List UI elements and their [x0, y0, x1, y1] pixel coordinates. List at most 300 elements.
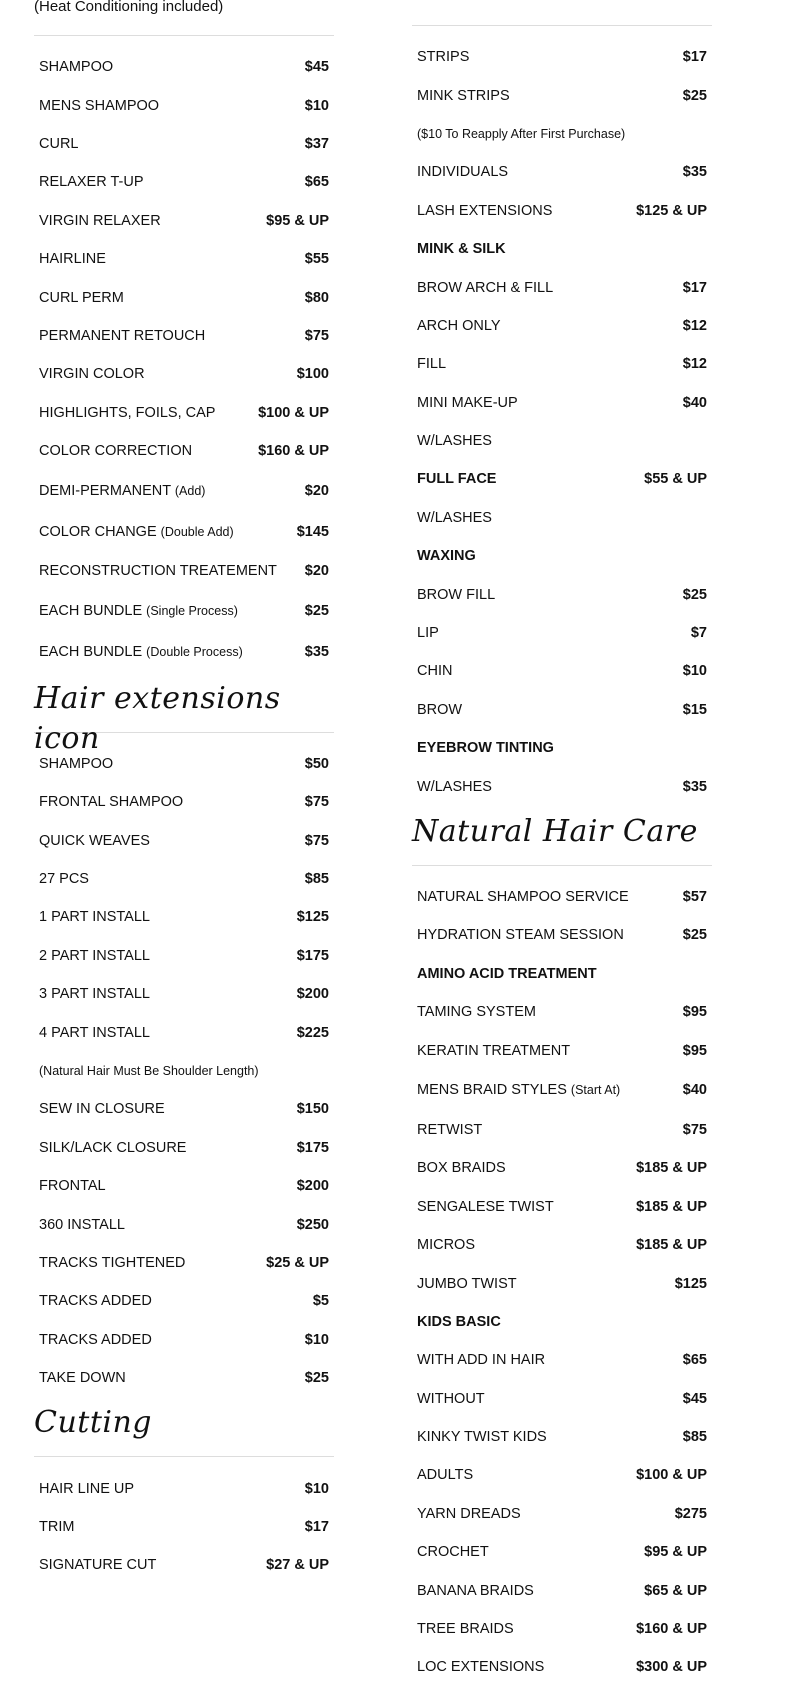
service-price: $160 & UP: [258, 443, 329, 460]
service-name: TAKE DOWN: [39, 1370, 126, 1387]
service-label: [39, 1370, 126, 1386]
service-price: $27 & UP: [266, 1557, 329, 1574]
service-label: [39, 136, 78, 152]
service-name: TRIM: [39, 1518, 75, 1535]
price-row: [412, 1495, 712, 1533]
price-row: [412, 1610, 712, 1648]
service-name: (Natural Hair Must Be Shoulder Length): [39, 1064, 259, 1078]
service-label: [39, 1140, 186, 1156]
price-row: [34, 1052, 334, 1090]
service-price: $37: [304, 135, 329, 152]
service-name: DEMI-PERMANENT: [39, 482, 171, 499]
service-price: $65 & UP: [644, 1582, 707, 1599]
service-price: $35: [682, 164, 707, 181]
service-price: $100 & UP: [636, 1467, 707, 1484]
service-price: $85: [682, 1429, 707, 1446]
service-label: [417, 318, 501, 334]
service-price: $185 & UP: [636, 1237, 707, 1254]
price-row: [34, 591, 334, 632]
price-row: [412, 652, 712, 690]
service-label: [39, 986, 150, 1002]
service-name: FULL FACE: [417, 471, 497, 488]
service-name: MENS BRAID STYLES: [417, 1082, 567, 1099]
price-row: [412, 230, 712, 268]
service-name: 1 PART INSTALL: [39, 909, 150, 926]
service-name: 2 PART INSTALL: [39, 947, 150, 964]
service-label: [417, 280, 553, 296]
service-name: CROCHET: [417, 1544, 489, 1561]
service-label: [417, 510, 492, 526]
service-name: WAXING: [417, 548, 476, 565]
service-price: $57: [682, 889, 707, 905]
service-price: $125 & UP: [636, 202, 707, 219]
service-name: WITHOUT: [417, 1390, 485, 1407]
service-label: [39, 871, 89, 887]
service-price: $20: [304, 563, 329, 580]
service-price: $17: [682, 279, 707, 296]
service-name: SHAMPOO: [39, 59, 114, 76]
service-name: 4 PART INSTALL: [39, 1024, 150, 1041]
service-name: CHIN: [417, 663, 453, 680]
service-label: [417, 1506, 521, 1522]
service-name: 360 INSTALL: [39, 1216, 125, 1233]
price-row: [412, 1341, 712, 1379]
divider: [412, 865, 712, 866]
service-label: [417, 548, 476, 564]
price-row: [34, 278, 334, 316]
beauty-services-list: [412, 38, 712, 806]
divider: [412, 25, 712, 26]
price-row: [412, 1648, 712, 1686]
service-price: $10: [682, 663, 707, 680]
price-row: [412, 307, 712, 345]
service-price: $12: [682, 356, 707, 373]
service-label: [417, 126, 625, 142]
price-row: [412, 460, 712, 498]
price-row: [34, 470, 334, 511]
service-label: [39, 756, 113, 772]
service-label: [417, 203, 552, 219]
service-name: SEW IN CLOSURE: [39, 1101, 165, 1118]
service-price: $100 & UP: [258, 404, 329, 421]
service-name: SILK/LACK CLOSURE: [39, 1139, 187, 1156]
service-label: [417, 1082, 620, 1098]
service-name: LASH EXTENSIONS: [417, 202, 553, 219]
service-note: (Double Add): [160, 524, 234, 539]
service-label: [39, 251, 106, 267]
service-price: $160 & UP: [636, 1621, 707, 1638]
service-price: $50: [304, 755, 329, 772]
price-row: [412, 384, 712, 422]
price-row: [34, 1013, 334, 1051]
service-price: $175: [296, 1139, 329, 1156]
service-name: 3 PART INSTALL: [39, 986, 150, 1003]
price-row: [34, 1167, 334, 1205]
price-row: [412, 38, 712, 76]
price-row: [412, 729, 712, 767]
price-row: [34, 394, 334, 432]
service-price: $125: [296, 909, 329, 926]
service-name: TAMING SYSTEM: [417, 1004, 536, 1021]
price-row: [412, 878, 712, 916]
service-price: $12: [682, 317, 707, 334]
service-name: SHAMPOO: [39, 755, 114, 772]
service-price: $20: [304, 482, 329, 499]
price-row: [34, 1469, 334, 1507]
service-name: TRACKS ADDED: [39, 1293, 152, 1310]
service-label: [417, 241, 506, 257]
service-label: [417, 1199, 554, 1215]
service-name: INDIVIDUALS: [417, 164, 509, 181]
service-label: [39, 483, 205, 499]
service-label: [39, 1178, 106, 1194]
service-label: [417, 663, 452, 679]
price-row: [34, 1508, 334, 1546]
service-price: $85: [304, 871, 329, 888]
service-note: (Single Process): [146, 604, 238, 619]
service-name: FRONTAL: [39, 1178, 106, 1195]
service-price: $45: [304, 59, 329, 76]
service-name: AMINO ACID TREATMENT: [417, 965, 597, 982]
service-name: MICROS: [417, 1237, 475, 1254]
service-label: [417, 1659, 544, 1675]
service-name: JUMBO TWIST: [417, 1275, 517, 1292]
divider: [34, 35, 334, 36]
service-name: HAIRLINE: [39, 251, 106, 268]
service-label: [39, 1025, 150, 1041]
service-label: [417, 966, 597, 982]
service-label: [39, 644, 243, 660]
service-name: 27 PCS: [39, 871, 89, 888]
service-label: [39, 366, 145, 382]
service-name: RECONSTRUCTION TREATEMENT: [39, 563, 277, 580]
service-label: [417, 433, 492, 449]
service-label: [39, 524, 234, 540]
service-name: VIRGIN RELAXER: [39, 212, 161, 229]
service-name: LOC EXTENSIONS: [417, 1659, 545, 1676]
service-label: [417, 927, 624, 943]
service-label: [39, 1481, 134, 1497]
service-name: COLOR CHANGE: [39, 523, 157, 540]
natural-hair-care-title: Natural Hair Care: [412, 813, 698, 849]
price-row: [34, 937, 334, 975]
service-label: [39, 833, 150, 849]
service-price: $10: [304, 1331, 329, 1348]
price-row: [412, 192, 712, 230]
service-name: W/LASHES: [417, 778, 492, 795]
service-name: BANANA BRAIDS: [417, 1582, 534, 1599]
service-price: $7: [690, 625, 707, 642]
hair-services-list: [34, 48, 334, 673]
service-name: KINKY TWIST KIDS: [417, 1429, 547, 1446]
service-price: $17: [304, 1518, 329, 1535]
price-row: [34, 860, 334, 898]
service-price: $55 & UP: [644, 471, 707, 488]
service-name: BROW FILL: [417, 586, 496, 603]
cutting-title: Cutting: [34, 1405, 153, 1441]
price-row: [412, 1111, 712, 1149]
service-label: [417, 779, 492, 795]
service-label: [39, 1293, 152, 1309]
service-name: TRACKS TIGHTENED: [39, 1254, 186, 1271]
price-row: [34, 1090, 334, 1128]
price-row: [412, 1264, 712, 1302]
price-row: [34, 1244, 334, 1282]
service-price: $75: [304, 794, 329, 811]
natural-hair-care-list: [412, 878, 712, 1687]
service-label: [417, 1276, 517, 1292]
service-name: MINK STRIPS: [417, 87, 510, 104]
service-price: $55: [304, 251, 329, 268]
service-name: TRACKS ADDED: [39, 1331, 152, 1348]
service-price: $250: [296, 1216, 329, 1233]
service-label: [417, 587, 495, 603]
service-price: $80: [304, 289, 329, 306]
service-name: STRIPS: [417, 49, 470, 66]
service-label: [39, 290, 124, 306]
price-row: [34, 1321, 334, 1359]
service-label: [39, 328, 205, 344]
service-label: [417, 49, 469, 65]
service-label: [39, 1255, 185, 1271]
price-row: [34, 432, 334, 470]
service-name: BROW: [417, 701, 463, 718]
price-row: [34, 898, 334, 936]
service-price: $40: [682, 1082, 707, 1099]
service-price: $75: [304, 832, 329, 849]
service-price: $35: [304, 644, 329, 661]
service-price: $45: [682, 1390, 707, 1407]
price-row: [34, 821, 334, 859]
service-price: $185 & UP: [636, 1160, 707, 1177]
service-label: [39, 794, 183, 810]
hair-extensions-title: Hair extensions icon: [34, 680, 281, 756]
left-column: [34, 0, 334, 1585]
price-row: [34, 632, 334, 673]
service-name: EYEBROW TINTING: [417, 740, 554, 757]
service-name: ADULTS: [417, 1467, 474, 1484]
service-name: RELAXER T-UP: [39, 174, 144, 191]
price-row: [412, 1571, 712, 1609]
price-row: [34, 1359, 334, 1397]
service-price: $300 & UP: [636, 1659, 707, 1676]
price-row: [34, 48, 334, 86]
service-name: YARN DREADS: [417, 1505, 521, 1522]
service-label: [417, 1314, 501, 1330]
price-row: [34, 163, 334, 201]
price-row: [34, 125, 334, 163]
price-row: [412, 422, 712, 460]
service-name: W/LASHES: [417, 433, 492, 450]
service-label: [417, 740, 554, 756]
price-row: [34, 783, 334, 821]
hair-services-subtitle: (Heat Conditioning included): [34, 0, 224, 15]
service-label: [39, 443, 192, 459]
service-label: [417, 1429, 547, 1445]
price-row: [34, 202, 334, 240]
price-row: [412, 691, 712, 729]
service-name: KIDS BASIC: [417, 1313, 501, 1330]
service-name: HAIR LINE UP: [39, 1480, 135, 1497]
service-label: [39, 563, 277, 579]
service-price: $75: [682, 1121, 707, 1138]
service-price: $100: [296, 366, 329, 383]
hair-extensions-list: [34, 745, 334, 1398]
service-name: EACH BUNDLE: [39, 644, 143, 661]
service-price: $200: [296, 986, 329, 1003]
price-row: [412, 1533, 712, 1571]
price-row: [34, 355, 334, 393]
service-label: [39, 603, 238, 619]
price-row: [412, 1226, 712, 1264]
price-row: [34, 975, 334, 1013]
service-price: $95 & UP: [266, 212, 329, 229]
service-label: [39, 1217, 125, 1233]
service-price: $25: [682, 586, 707, 603]
service-label: [417, 1237, 475, 1253]
service-label: [39, 98, 159, 114]
service-name: PERMANENT RETOUCH: [39, 327, 206, 344]
price-row: [34, 1205, 334, 1243]
service-name: MENS SHAMPOO: [39, 97, 160, 114]
price-row: [412, 767, 712, 805]
service-label: [39, 909, 150, 925]
service-label: [39, 1557, 156, 1573]
service-price: $95 & UP: [644, 1544, 707, 1561]
service-price: $25: [682, 927, 707, 944]
service-name: FRONTAL SHAMPOO: [39, 794, 184, 811]
service-name: COLOR CORRECTION: [39, 443, 193, 460]
service-price: $150: [296, 1101, 329, 1118]
service-label: [417, 1583, 534, 1599]
price-row: [412, 614, 712, 652]
service-price: $17: [682, 49, 707, 66]
service-label: [417, 1043, 570, 1059]
service-label: [417, 625, 439, 641]
service-label: [39, 213, 161, 229]
service-label: [417, 1544, 489, 1560]
service-price: $25: [304, 1370, 329, 1387]
service-label: [39, 1332, 152, 1348]
price-row: [412, 1070, 712, 1111]
price-row: [412, 1031, 712, 1069]
service-price: $5: [312, 1293, 329, 1310]
price-row: [34, 1129, 334, 1167]
right-column: [412, 0, 712, 1687]
service-note: (Add): [174, 483, 206, 498]
service-label: [39, 405, 215, 421]
service-price: $145: [296, 523, 329, 540]
cutting-list: [34, 1469, 334, 1584]
service-price: $25 & UP: [266, 1254, 329, 1271]
price-row: [34, 511, 334, 552]
service-price: $15: [682, 701, 707, 718]
price-row: [34, 1546, 334, 1584]
service-price: $65: [304, 174, 329, 191]
service-name: CURL PERM: [39, 289, 124, 306]
service-name: SIGNATURE CUT: [39, 1557, 157, 1574]
price-row: [412, 575, 712, 613]
price-row: [412, 1303, 712, 1341]
price-row: [412, 1149, 712, 1187]
price-row: [34, 240, 334, 278]
service-label: [39, 1519, 74, 1535]
service-price: $200: [296, 1178, 329, 1195]
service-label: [417, 1122, 482, 1138]
price-row: [412, 1380, 712, 1418]
service-label: [39, 174, 144, 190]
service-name: SENGALESE TWIST: [417, 1198, 554, 1215]
service-name: QUICK WEAVES: [39, 832, 150, 849]
price-row: [412, 1188, 712, 1226]
service-label: [417, 889, 629, 905]
price-row: [34, 86, 334, 124]
service-price: $25: [682, 87, 707, 104]
service-name: W/LASHES: [417, 509, 492, 526]
price-row: [412, 499, 712, 537]
service-name: ($10 To Reapply After First Purchase): [417, 126, 626, 141]
service-note: (Start At): [570, 1083, 621, 1098]
service-price: $35: [682, 778, 707, 795]
price-row: [34, 552, 334, 590]
service-price: $125: [674, 1275, 707, 1292]
service-label: [39, 59, 113, 75]
price-row: [412, 345, 712, 383]
service-price: $40: [682, 394, 707, 411]
service-name: TREE BRAIDS: [417, 1621, 514, 1638]
service-name: ARCH ONLY: [417, 317, 501, 334]
service-name: MINK & SILK: [417, 241, 506, 258]
service-label: [417, 395, 518, 411]
service-price: $225: [296, 1024, 329, 1041]
service-label: [39, 948, 150, 964]
service-name: FILL: [417, 356, 447, 373]
price-row: [412, 268, 712, 306]
service-price: $275: [674, 1505, 707, 1522]
service-label: [417, 1391, 485, 1407]
service-name: HIGHLIGHTS, FOILS, CAP: [39, 404, 216, 421]
service-name: WITH ADD IN HAIR: [417, 1352, 546, 1369]
service-name: HYDRATION STEAM SESSION: [417, 927, 624, 944]
divider: [34, 1456, 334, 1457]
service-label: [417, 1352, 545, 1368]
service-name: KERATIN TREATMENT: [417, 1042, 571, 1059]
service-label: [417, 1160, 506, 1176]
service-label: [417, 1004, 536, 1020]
service-price: $25: [304, 603, 329, 620]
price-row: [34, 317, 334, 355]
service-label: [417, 1467, 473, 1483]
price-row: [34, 1282, 334, 1320]
service-price: $10: [304, 97, 329, 114]
price-row: [412, 153, 712, 191]
price-row: [412, 993, 712, 1031]
service-label: [417, 702, 462, 718]
service-name: RETWIST: [417, 1121, 483, 1138]
service-price: $185 & UP: [636, 1198, 707, 1215]
price-row: [412, 76, 712, 114]
service-note: (Double Process): [146, 645, 243, 660]
service-label: [417, 88, 510, 104]
price-row: [412, 115, 712, 153]
price-row: [412, 916, 712, 954]
service-label: [39, 1101, 165, 1117]
service-label: [417, 356, 446, 372]
service-name: BROW ARCH & FILL: [417, 279, 554, 296]
service-price: $175: [296, 947, 329, 964]
service-name: MINI MAKE-UP: [417, 394, 518, 411]
service-price: $65: [682, 1352, 707, 1369]
